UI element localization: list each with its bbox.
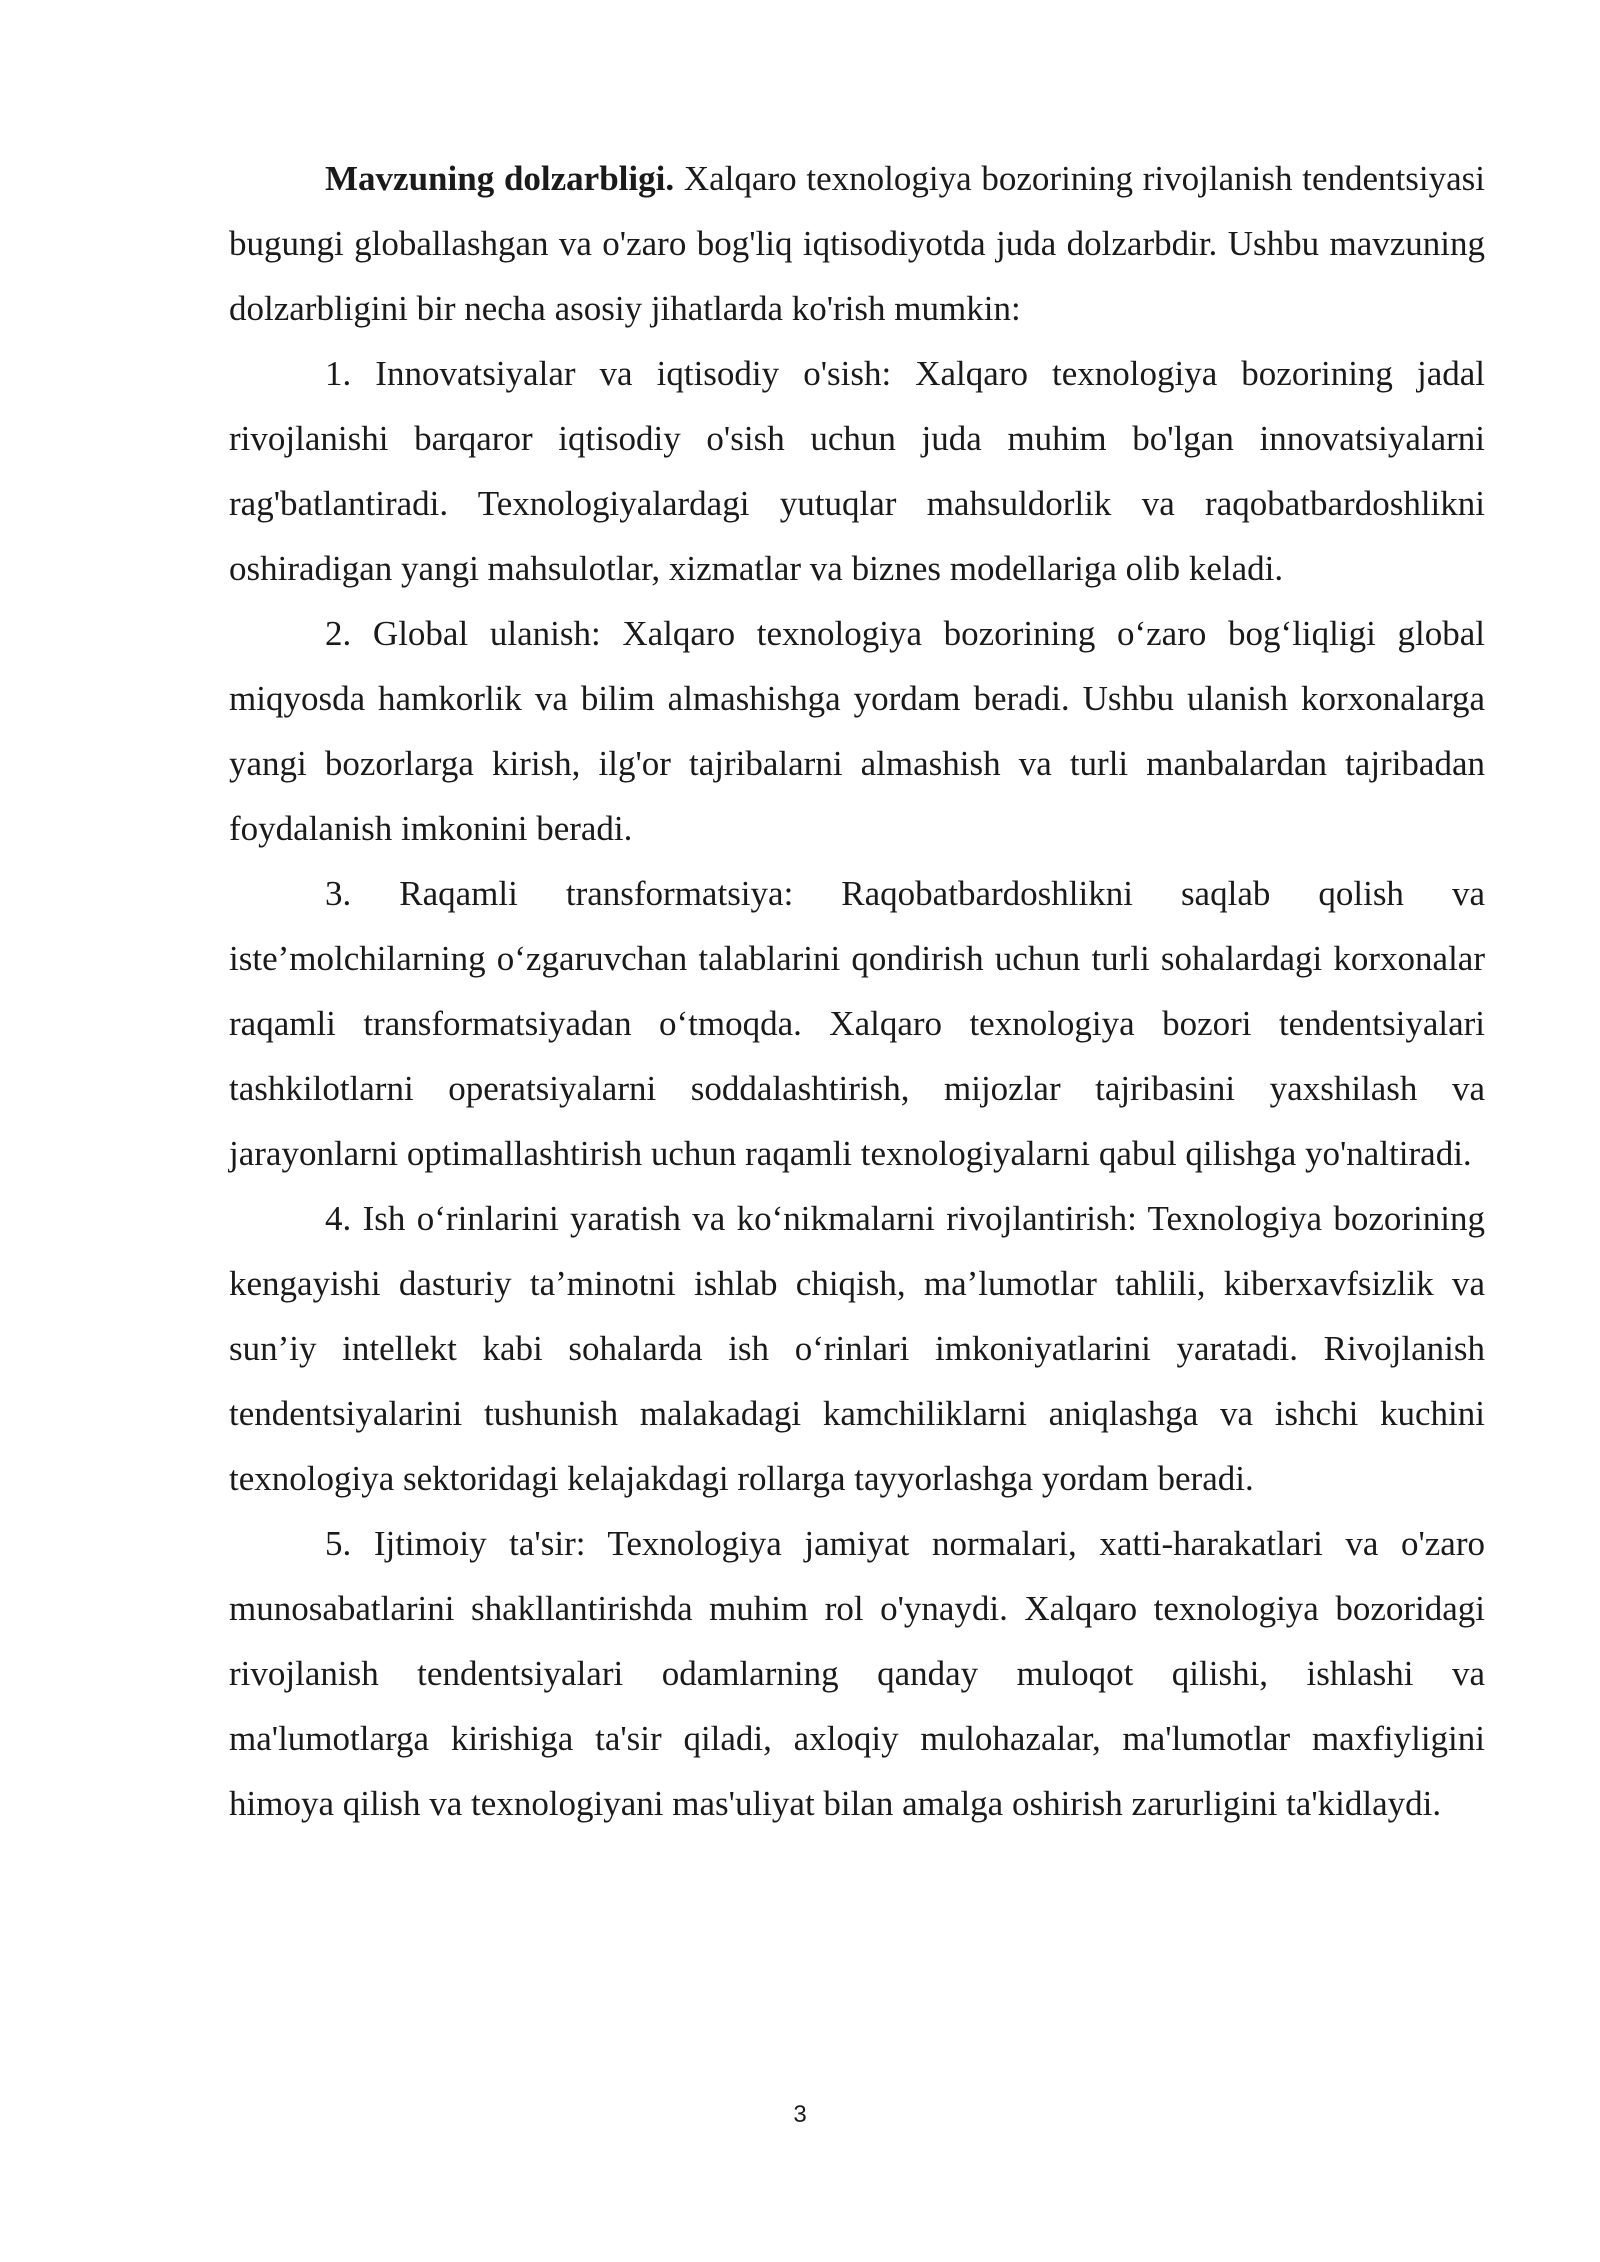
list-item-digital-transformation: 3. Raqamli transformatsiya: Raqobatbardoshlikni saqlab qolish va iste’molchilarning o‘zgaruvchan talablarini qondirish uchun turli sohalardagi korxonalar raqamli transformatsiyadan o‘tmoqda. Xalqaro texnologiya bozori tendentsiyalari tashkilotlarni operatsiyalarni soddalashtirish, mijozlar tajribasini yaxshilash va jarayonlarni optimallashtirish uchun raqamli texnologiyalarni qabul qilishga yo'naltiradi.: [229, 874, 1485, 1173]
list-item-innovation: 1. Innovatsiyalar va iqtisodiy o'sish: Xalqaro texnologiya bozorining jadal rivojlanishi barqaror iqtisodiy o'sish uchun juda muhim bo'lgan innovatsiyalarni rag'batlantiradi. Texnologiyalardagi yutuqlar mahsuldorlik va raqobatbardoshlikni oshiradigan yangi mahsulotlar, xizmatlar va biznes modellariga olib keladi.: [229, 354, 1485, 588]
intro-text: Xalqaro texnologiya bozorining rivojlanish tendentsiyasi bugungi globallashgan va o'zaro bog'liq iqtisodiyotda juda dolzarbdir. Ushbu mavzuning dolzarbligini bir necha asosiy jihatlarda ko'rish mumkin:: [229, 159, 1485, 328]
list-item-job-creation: 4. Ish o‘rinlarini yaratish va ko‘nikmalarni rivojlantirish: Texnologiya bozorining kengayishi dasturiy ta’minotni ishlab chiqish, ma’lumotlar tahlili, kiberxavfsizlik va sun’iy intellekt kabi sohalarda ish o‘rinlari imkoniyatlarini yaratadi. Rivojlanish tendentsiyalarini tushunish malakadagi kamchiliklarni aniqlashga va ishchi kuchini texnologiya sektoridagi kelajakdagi rollarga tayyorlashga yordam beradi.: [229, 1199, 1485, 1498]
page-content: [229, 146, 1485, 1836]
list-item-global-connectivity: 2. Global ulanish: Xalqaro texnologiya bozorining o‘zaro bog‘liqligi global miqyosda hamkorlik va bilim almashishga yordam beradi. Ushbu ulanish korxonalarga yangi bozorlarga kirish, ilg'or tajribalarni almashish va turli manbalardan tajribadan foydalanish imkonini beradi.: [229, 614, 1485, 848]
list-item-social-impact: 5. Ijtimoiy ta'sir: Texnologiya jamiyat normalari, xatti-harakatlari va o'zaro munosabatlarini shakllantirishda muhim rol o'ynaydi. Xalqaro texnologiya bozoridagi rivojlanish tendentsiyalari odamlarning qanday muloqot qilishi, ishlashi va ma'lumotlarga kirishiga ta'sir qiladi, axloqiy mulohazalar, ma'lumotlar maxfiyligini himoya qilish va texnologiyani mas'uliyat bilan amalga oshirish zarurligini ta'kidlaydi.: [229, 1524, 1485, 1823]
intro-paragraph: [229, 146, 1485, 341]
section-heading: Mavzuning dolzarbligi.: [325, 159, 675, 198]
page-number: 3: [793, 2101, 807, 2128]
